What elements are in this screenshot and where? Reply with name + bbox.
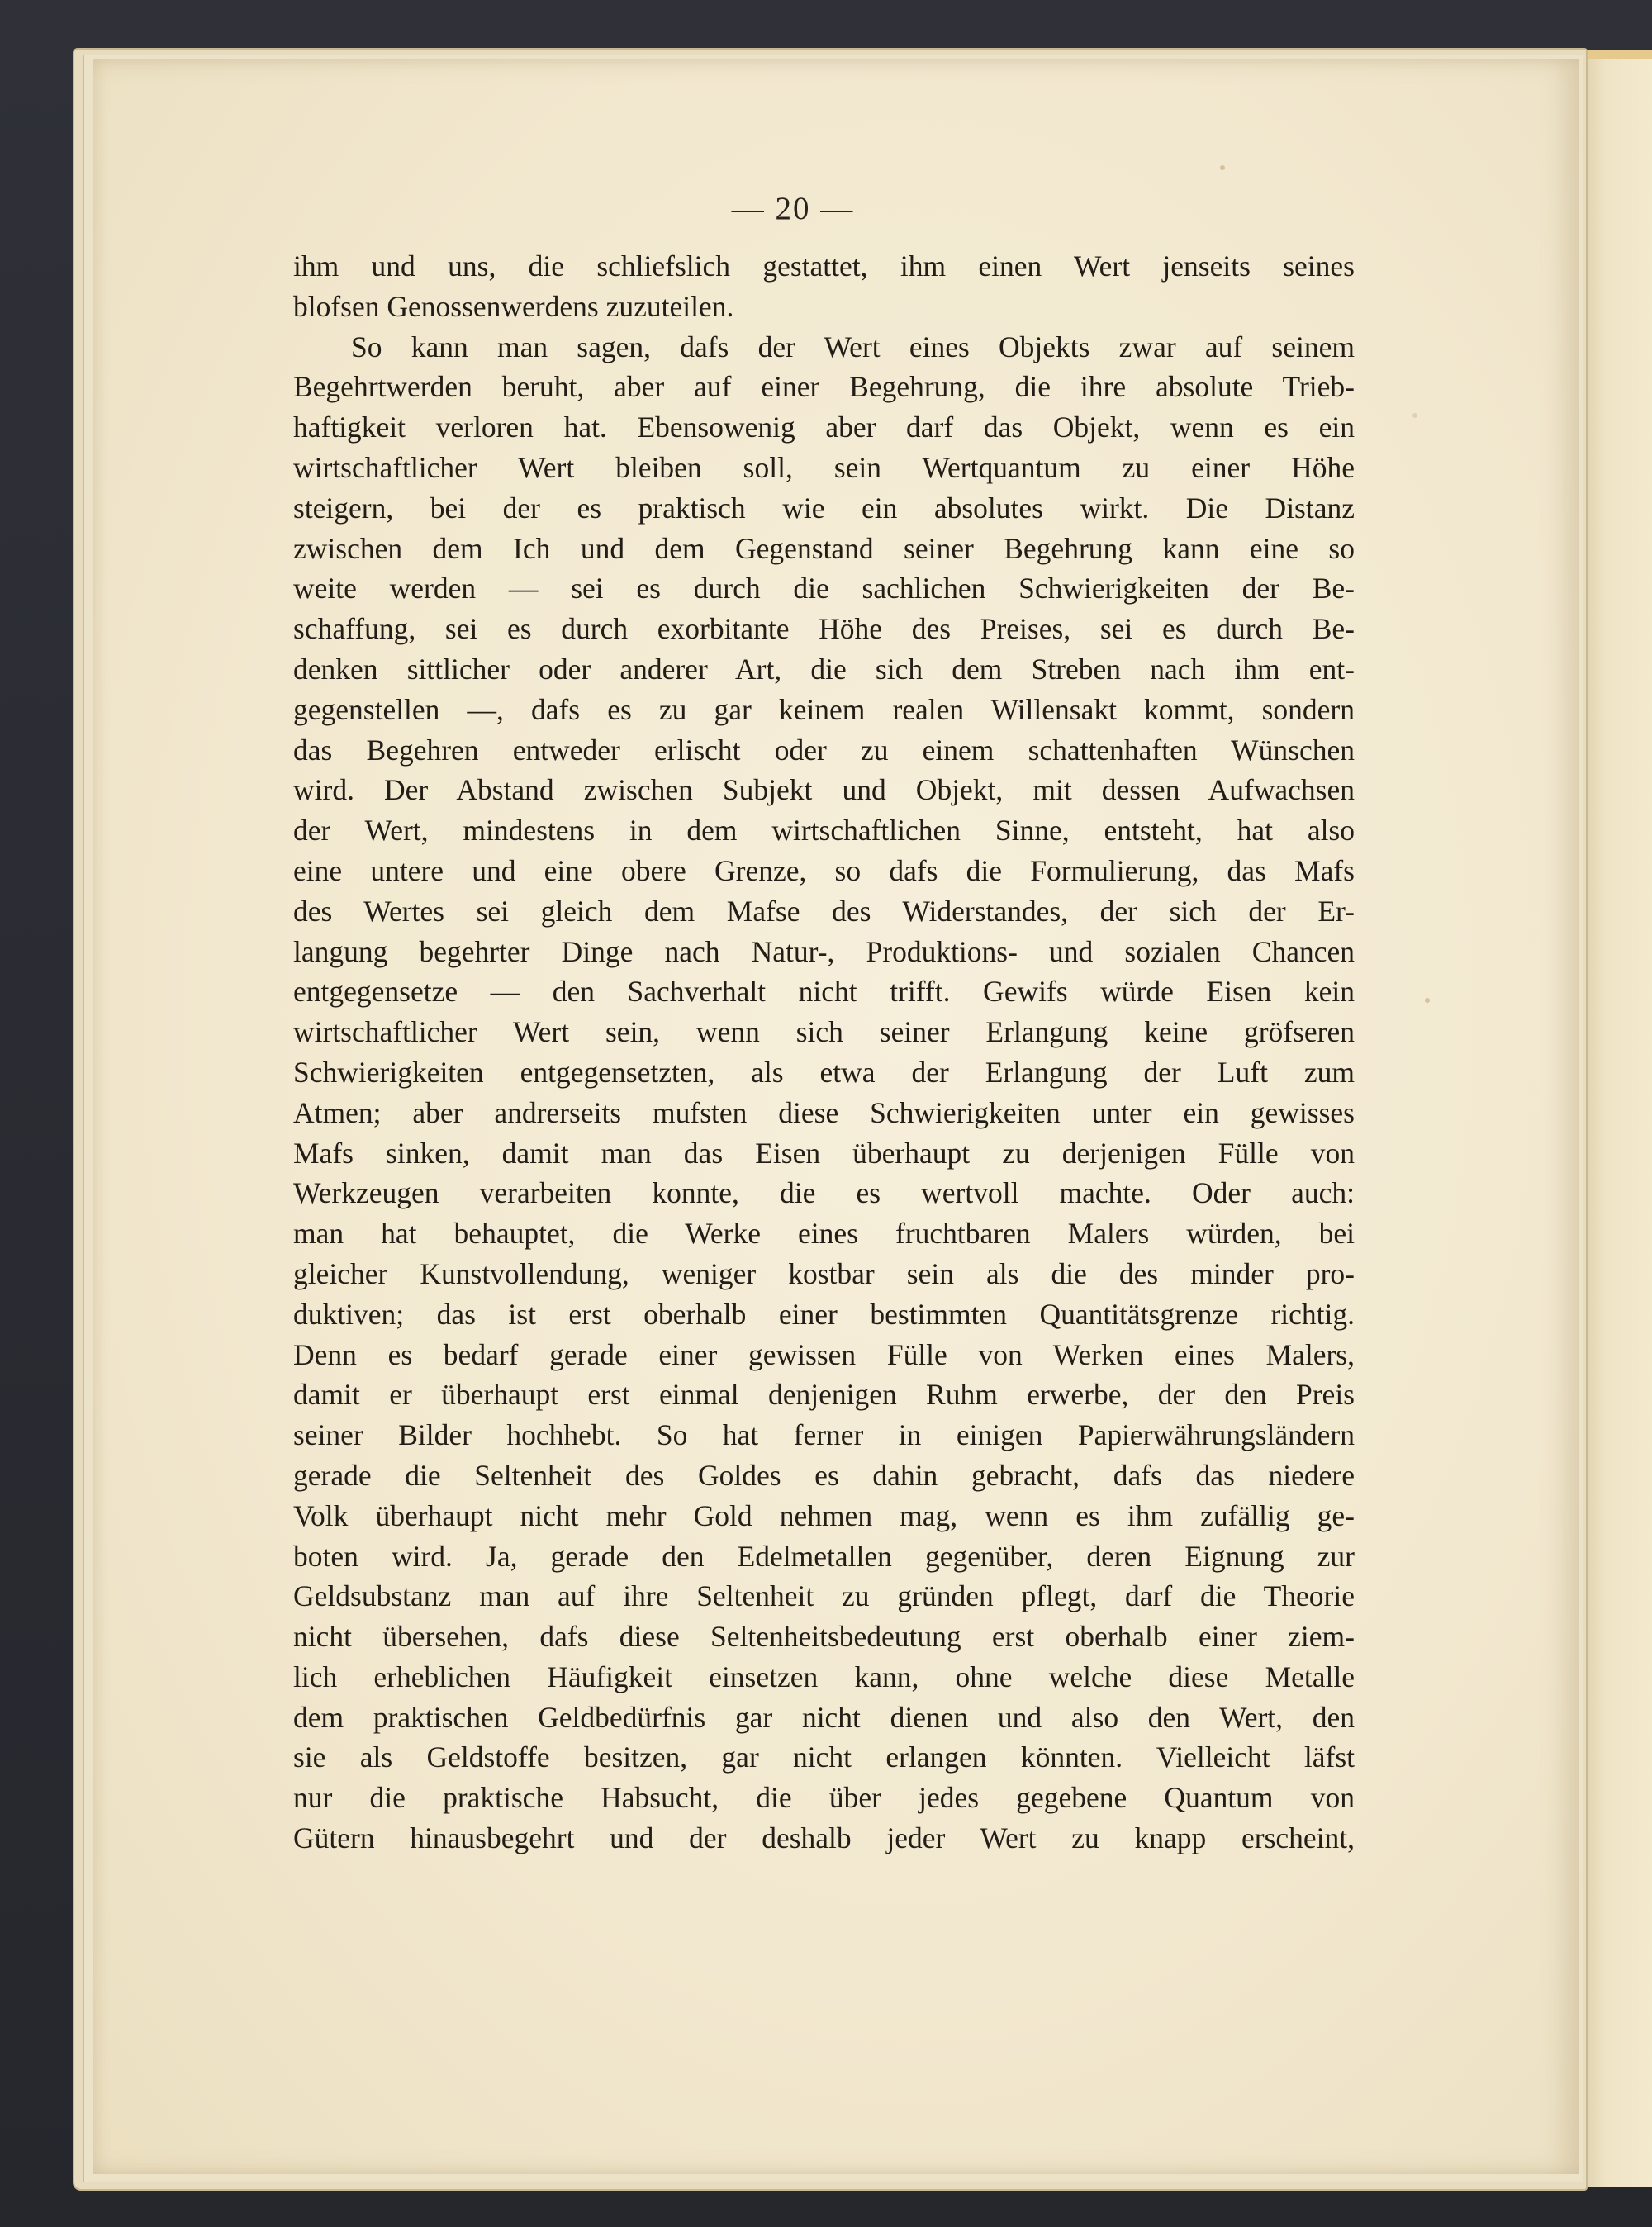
text-line: zwischen dem Ich und dem Gegenstand seiner Begehrung kann eine so [293, 531, 1355, 565]
text-line: wirtschaftlicher Wert sein, wenn sich seiner Erlangung keine gröfseren [293, 1015, 1355, 1049]
body-text [293, 246, 1355, 1859]
text-line: gegenstellen —, dafs es zu gar keinem realen Willensakt kommt, sondern [293, 692, 1355, 726]
text-line: nur die praktische Habsucht, die über jedes gegebene Quantum von [293, 1781, 1355, 1815]
text-line: boten wird. Ja, gerade den Edelmetallen gegenüber, deren Eignung zur [293, 1539, 1355, 1573]
text-line: Schwierigkeiten entgegensetzten, als etwa der Erlangung der Luft zum [293, 1055, 1355, 1089]
paper-speck [1425, 998, 1430, 1003]
text-line: dem praktischen Geldbedürfnis gar nicht dienen und also den Wert, den [293, 1700, 1355, 1734]
text-line: Volk überhaupt nicht mehr Gold nehmen mag, wenn es ihm zufällig ge- [293, 1498, 1355, 1532]
text-line: der Wert, mindestens in dem wirtschaftlichen Sinne, entsteht, hat also [293, 814, 1355, 848]
text-line: schaffung, sei es durch exorbitante Höhe des Preises, sei es durch Be- [293, 612, 1355, 646]
page-number: — 20 — [731, 191, 855, 226]
text-line: damit er überhaupt erst einmal denjenigen Ruhm erwerbe, der den Preis [293, 1378, 1355, 1412]
paper-speck [1220, 165, 1225, 170]
text-line: ihm und uns, die schliefslich gestattet, ihm einen Wert jenseits seines [293, 249, 1355, 283]
text-line: Werkzeugen verarbeiten konnte, die es wertvoll machte. Oder auch: [293, 1176, 1355, 1210]
text-line: gerade die Seltenheit des Goldes es dahin gebracht, dafs das niedere [293, 1458, 1355, 1492]
text-line: nicht übersehen, dafs diese Seltenheitsbedeutung erst oberhalb einer ziem- [293, 1620, 1355, 1654]
text-line: duktiven; das ist erst oberhalb einer bestimmten Quantitätsgrenze richtig. [293, 1297, 1355, 1331]
paper-speck [1412, 413, 1417, 418]
text-line: das Begehren entweder erlischt oder zu einem schattenhaften Wünschen [293, 733, 1355, 767]
text-line: Mafs sinken, damit man das Eisen überhaupt zu derjenigen Fülle von [293, 1136, 1355, 1170]
text-line: eine untere und eine obere Grenze, so dafs die Formulierung, das Mafs [293, 853, 1355, 887]
text-line: Begehrtwerden beruht, aber auf einer Begehrung, die ihre absolute Trieb- [293, 370, 1355, 404]
text-line: wird. Der Abstand zwischen Subjekt und Objekt, mit dessen Aufwachsen [293, 773, 1355, 807]
text-line: blofsen Genossenwerdens zuzuteilen. [293, 289, 734, 323]
text-line: So kann man sagen, dafs der Wert eines Objekts zwar auf seinem [351, 330, 1355, 363]
text-line: man hat behauptet, die Werke eines fruchtbaren Malers würden, bei [293, 1217, 1355, 1251]
text-line: lich erheblichen Häufigkeit einsetzen kann, ohne welche diese Metalle [293, 1660, 1355, 1693]
text-line: des Wertes sei gleich dem Mafse des Widerstandes, der sich der Er- [293, 894, 1355, 928]
text-line: haftigkeit verloren hat. Ebensowenig aber darf das Objekt, wenn es ein [293, 411, 1355, 444]
text-line: wirtschaftlicher Wert bleiben soll, sein Wertquantum zu einer Höhe [293, 450, 1355, 484]
text-line: Geldsubstanz man auf ihre Seltenheit zu gründen pflegt, darf die Theorie [293, 1579, 1355, 1613]
text-line: seiner Bilder hochhebt. So hat ferner in einigen Papierwährungsländern [293, 1418, 1355, 1452]
text-line: weite werden — sei es durch die sachlichen Schwierigkeiten der Be- [293, 572, 1355, 605]
text-line: gleicher Kunstvollendung, weniger kostbar sein als die des minder pro- [293, 1256, 1355, 1290]
text-line: denken sittlicher oder anderer Art, die sich dem Streben nach ihm ent- [293, 652, 1355, 686]
text-line: Atmen; aber andrerseits mufsten diese Schwierigkeiten unter ein gewisses [293, 1095, 1355, 1129]
text-line: sie als Geldstoffe besitzen, gar nicht erlangen könnten. Vielleicht läfst [293, 1740, 1355, 1774]
text-line: steigern, bei der es praktisch wie ein absolutes wirkt. Die Distanz [293, 491, 1355, 525]
text-line: langung begehrter Dinge nach Natur-, Produktions- und sozialen Chancen [293, 934, 1355, 968]
text-line: Gütern hinausbegehrt und der deshalb jeder Wert zu knapp erscheint, [293, 1821, 1355, 1855]
text-line: entgegensetze — den Sachverhalt nicht trifft. Gewifs würde Eisen kein [293, 975, 1355, 1009]
text-line: Denn es bedarf gerade einer gewissen Fülle von Werken eines Malers, [293, 1337, 1355, 1371]
